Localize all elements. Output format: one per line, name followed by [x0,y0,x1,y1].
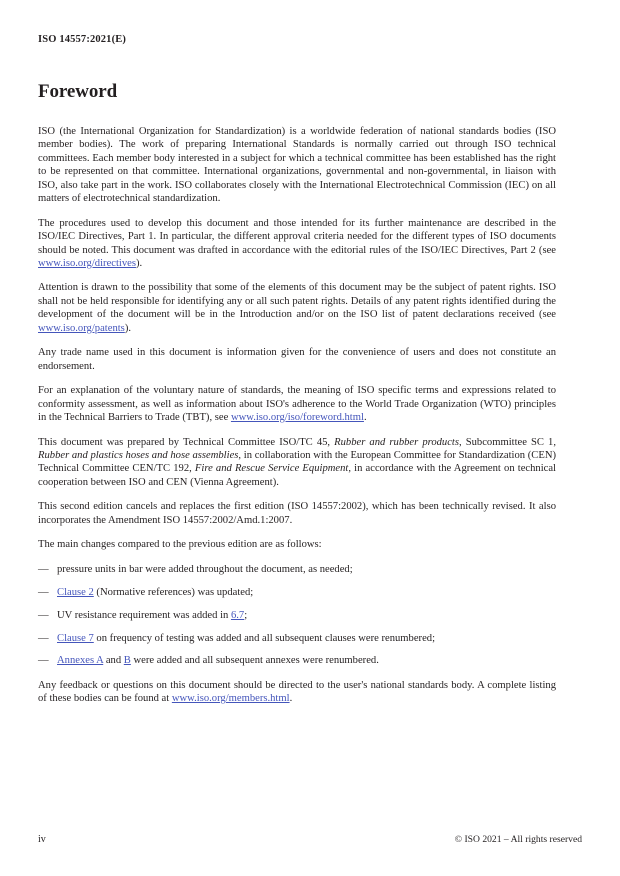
paragraph-text-after-link: ). [135,257,143,269]
committee-title-tc45: Rubber and rubber products [334,436,459,448]
list-item [38,654,556,667]
paragraph-text-before-link: Attention is drawn to the possibility that some of the elements of this document may be the subject of patent rights. ISO shall not be held responsible for identifying any or all such patent rights. Details of any patent rights identified during the development of the document will be in the Introduction and/or on the ISO list of patent declarations received (see [38,282,556,321]
link-iso-patents[interactable]: www.iso.org/patents [38,322,125,334]
link-clause-2[interactable]: Clause 2 [57,586,94,598]
list-item-text-after-link: (Normative references) was updated; [93,586,254,598]
list-item-text-before-link: pressure units in bar were added throughout the document, as needed; [57,563,353,575]
list-item-text-before-link: UV resistance requirement was added in [57,609,231,621]
paragraph-text: Any trade name used in this document is information given for the convenience of users and does not constitute an endorsement. [38,347,556,372]
paragraph-text-before-link: For an explanation of the voluntary nature of standards, the meaning of ISO specific terms and expressions related to conformity assessment, as well as information about ISO's adherence to the World Trade Organization (WTO) principles in the Technical Barriers to Trade (TBT), see [38,385,556,424]
paragraph-text: The main changes compared to the previous edition are as follows: [38,539,322,551]
bullet-dash: — [38,632,49,644]
paragraph-voluntary-nature [38,384,556,424]
list-item [38,632,556,645]
copyright-notice: © ISO 2021 – All rights reserved [454,834,582,845]
paragraph-patent-rights [38,281,556,335]
list-item [38,563,556,576]
paragraph-text-before-link: Any feedback or questions on this document should be directed to the user's national standards body. A complete listing of these bodies can be found at [38,679,556,705]
paragraph-text: ISO (the International Organization for Standardization) is a worldwide federation of national standards bodies (ISO member bodies). The work of preparing International Standards is normally carried out through ISO technical committees. Each member body interested in a subject for which a technical committee has been established has the right to be represented on that committee. International organizations, governmental and non-governmental, in liaison with ISO, also take part in the work. ISO collaborates closely with the International Electrotechnical Commission (IEC) on all matters of electrotechnical standardization. [38,125,556,205]
paragraph-text-before-link: The procedures used to develop this document and those intended for its further maintenance are described in the ISO/IEC Directives, Part 1. In particular, the different approval criteria needed for the different types of ISO documents should be noted. This document was drafted in accordance with the editorial rules of the ISO/IEC Directives, Part 2 (see [38,217,556,256]
committee-text-segment-3: , in collaboration with the European Committee for Standardization (CEN) Technical Committee CEN/TC 192, [38,449,557,475]
page-footer [38,834,582,848]
committee-text-segment-1: This document was prepared by Technical Committee ISO/TC 45, [38,436,335,448]
paragraph-trade-name [38,346,556,373]
change-list [38,563,556,668]
paragraph-text-after-link: . [289,693,293,705]
page-content [38,82,556,717]
running-head: ISO 14557:2021(E) [38,34,127,45]
link-clause-7[interactable]: Clause 7 [57,632,94,644]
paragraph-committee [38,436,556,490]
link-annex-a[interactable]: Annexes A [57,655,104,667]
bullet-dash: — [38,655,49,667]
list-item-text-after-link: ; [244,609,248,621]
link-iso-directives[interactable]: www.iso.org/directives [38,257,136,269]
paragraph-text-after-link: . [363,412,367,424]
page-title: Foreword [38,81,118,102]
paragraph-iso-definition [38,125,556,206]
list-item-text-mid: and [103,655,124,667]
bullet-dash: — [38,609,49,621]
link-subclause-6-7[interactable]: 6.7 [230,609,245,621]
link-iso-members[interactable]: www.iso.org/members.html [171,693,290,705]
page-number: iv [38,834,46,845]
list-item-text-after-link: on frequency of testing was added and all subsequent clauses were renumbered; [93,632,436,644]
link-annex-b[interactable]: B [123,655,131,667]
paragraph-procedures [38,217,556,271]
list-item-text-after-link: were added and all subsequent annexes were renumbered. [130,655,379,667]
paragraph-feedback [38,679,556,706]
paragraph-text: This second edition cancels and replaces the first edition (ISO 14557:2002), which has been technically revised. It also incorporates the Amendment ISO 14557:2002/Amd.1:2007. [38,501,556,526]
paragraph-edition-replacement [38,500,556,527]
committee-title-sc1: Rubber and plastics hoses and hose assemblies [38,449,239,461]
paragraph-text-after-link: ). [124,322,131,334]
bullet-dash: — [38,563,49,575]
paragraph-changes-intro [38,538,556,551]
committee-text-segment-2: , Subcommittee SC 1, [459,436,556,448]
bullet-dash: — [38,586,49,598]
committee-title-cen-tc192: Fire and Rescue Service Equipment [194,463,349,475]
list-item [38,586,556,599]
list-item [38,609,556,622]
committee-text-segment-4: , in accordance with the Agreement on technical cooperation between ISO and CEN (Vienna Agreement). [38,463,557,488]
link-iso-foreword[interactable]: www.iso.org/iso/foreword.html [230,412,364,424]
